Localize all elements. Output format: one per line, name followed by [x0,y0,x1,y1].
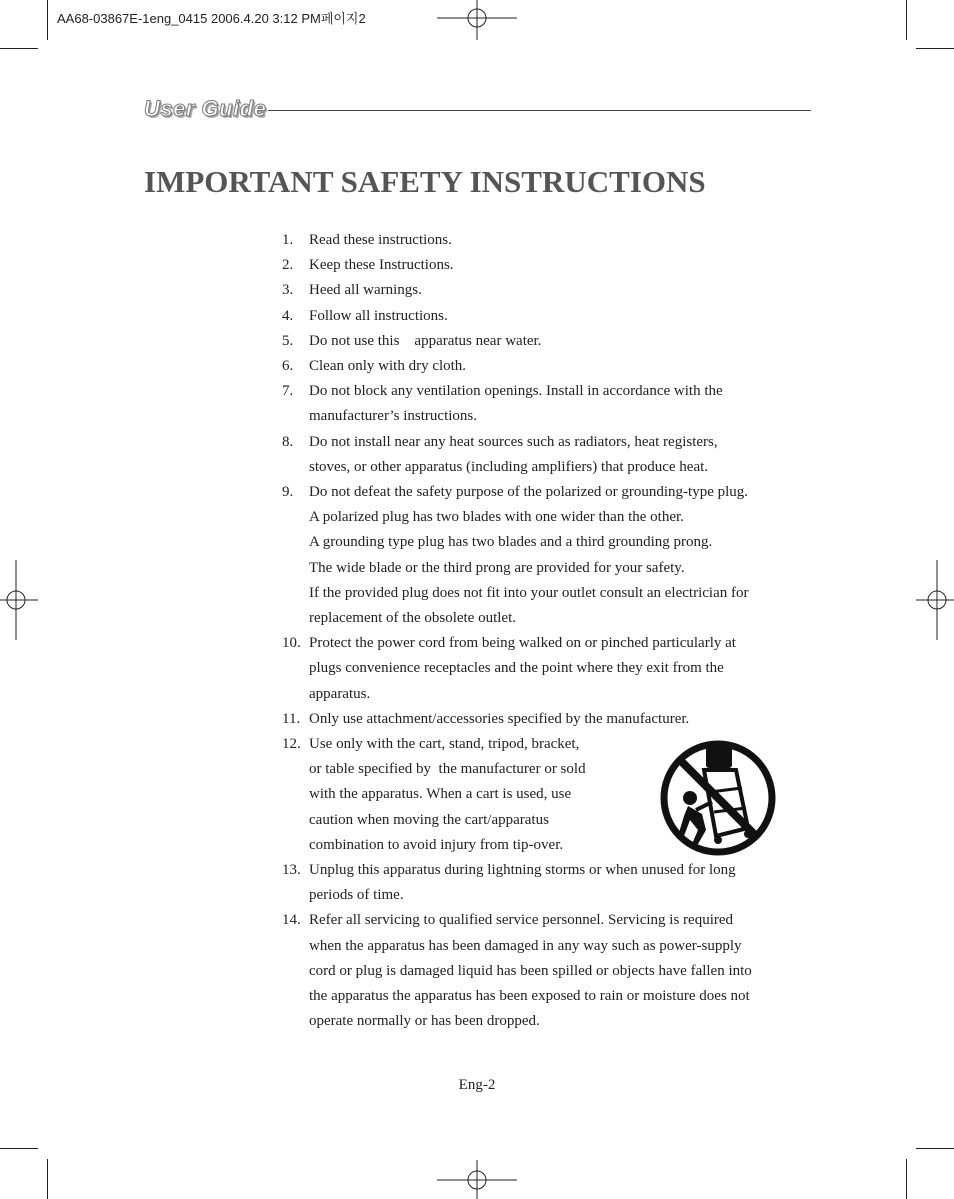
list-item-line: when the apparatus has been damaged in any way such as power-supply [309,937,742,954]
list-item-line: Keep these Instructions. [309,257,454,274]
crop-mark-top-left-v [47,0,48,40]
list-item-line: Clean only with dry cloth. [309,358,467,375]
list-item-line: combination to avoid injury from tip-over. [309,836,564,853]
list-item-text [309,480,822,631]
list-item-text [309,329,822,354]
list-item-text [309,858,822,908]
list-item-number: 10. [282,635,301,652]
page-number: Eng-2 [458,1077,496,1093]
list-item-number: 2. [282,257,294,274]
crop-mark-top-right-h [916,48,954,49]
list-item-text [309,304,822,329]
registration-mark-icon [0,560,38,640]
list-item-line: replacement of the obsolete outlet. [309,610,517,627]
cart-tip-over-warning-icon [660,740,776,856]
list-item-number: 5. [282,332,294,349]
list-item [282,858,822,908]
list-item-line: cord or plug is damaged liquid has been spilled or objects have fallen into [309,962,752,979]
list-item-text [309,430,822,480]
list-item [282,278,822,303]
list-item-number: 3. [282,282,294,299]
list-item-text [309,379,822,429]
crop-mark-top-right-v [906,0,907,40]
registration-mark-icon [916,560,954,640]
list-item-line: plugs convenience receptacles and the point where they exit from the [309,660,724,677]
list-item-number: 1. [282,232,294,248]
list-item-line: Read these instructions. [309,232,452,248]
list-item [282,480,822,631]
list-item [282,908,822,1034]
list-item-line: If the provided plug does not fit into your outlet consult an electrician for [309,584,749,601]
list-item-number: 13. [282,862,301,879]
registration-mark-icon [437,0,517,40]
print-slug: AA68-03867E-1eng_0415 2006.4.20 3:12 PM페이지2 [57,11,366,26]
list-item [282,253,822,278]
list-item-line: A polarized plug has two blades with one wider than the other. [309,509,684,526]
list-item-text [309,278,822,303]
list-item [282,430,822,480]
crop-mark-bottom-left-v [47,1159,48,1199]
list-item-number: 7. [282,383,294,400]
list-item-line: Refer all servicing to qualified service personnel. Servicing is required [309,912,734,929]
list-item [282,707,822,732]
safety-instructions-list [282,228,822,1035]
list-item-line: Follow all instructions. [309,307,448,324]
list-item [282,228,822,253]
list-item [282,329,822,354]
list-item-line: periods of time. [309,887,404,904]
user-guide-logo: User Guide [144,96,267,121]
crop-mark-bottom-right-v [906,1159,907,1199]
crop-mark-top-left-h [0,48,38,49]
list-item-number: 8. [282,433,294,450]
list-item [282,379,822,429]
list-item-line: Do not defeat the safety purpose of the polarized or grounding-type plug. [309,484,749,501]
list-item-text [309,732,629,858]
list-item-line: Only use attachment/accessories specified by the manufacturer. [309,710,690,727]
list-item-number: 4. [282,307,294,324]
list-item-text [309,707,822,732]
list-item-line: The wide blade or the third prong are provided for your safety. [309,559,685,576]
list-item-line: stoves, or other apparatus (including amplifiers) that produce heat. [309,458,709,475]
list-item-text [309,354,822,379]
list-item-text [309,253,822,278]
crop-mark-bottom-right-h [916,1148,954,1149]
list-item-line: manufacturer’s instructions. [309,408,478,425]
list-item-text [309,908,822,1034]
list-item-line: Protect the power cord from being walked on or pinched particularly at [309,635,736,652]
crop-mark-bottom-left-h [0,1148,38,1149]
header-rule [268,110,811,111]
list-item-number: 11. [282,710,301,727]
list-item-line: Do not block any ventilation openings. Install in accordance with the [309,383,723,400]
list-item-line: Unplug this apparatus during lightning storms or when unused for long [309,862,736,879]
list-item-line: Use only with the cart, stand, tripod, bracket, [309,736,580,753]
registration-mark-icon [437,1160,517,1199]
list-item [282,354,822,379]
page-title: IMPORTANT SAFETY INSTRUCTIONS [144,164,706,199]
list-item-line: Do not install near any heat sources such as radiators, heat registers, [309,433,718,450]
list-item-line: caution when moving the cart/apparatus [309,811,549,828]
list-item-line: apparatus. [309,685,371,702]
list-item-line: Do not use this apparatus near water. [309,332,542,349]
list-item-number: 9. [282,484,294,501]
list-item-text [309,631,822,707]
list-item-line: with the apparatus. When a cart is used, use [309,786,572,803]
list-item-line: or table specified by the manufacturer or sold [309,761,586,778]
list-item-number: 14. [282,912,301,929]
list-item-line: the apparatus the apparatus has been exposed to rain or moisture does not [309,988,750,1005]
list-item-line: A grounding type plug has two blades and a third grounding prong. [309,534,713,551]
list-item-number: 12. [282,736,301,753]
list-item-line: operate normally or has been dropped. [309,1013,540,1030]
list-item-number: 6. [282,358,294,375]
list-item-text [309,228,822,253]
list-item-line: Heed all warnings. [309,282,422,299]
list-item [282,631,822,707]
list-item [282,304,822,329]
